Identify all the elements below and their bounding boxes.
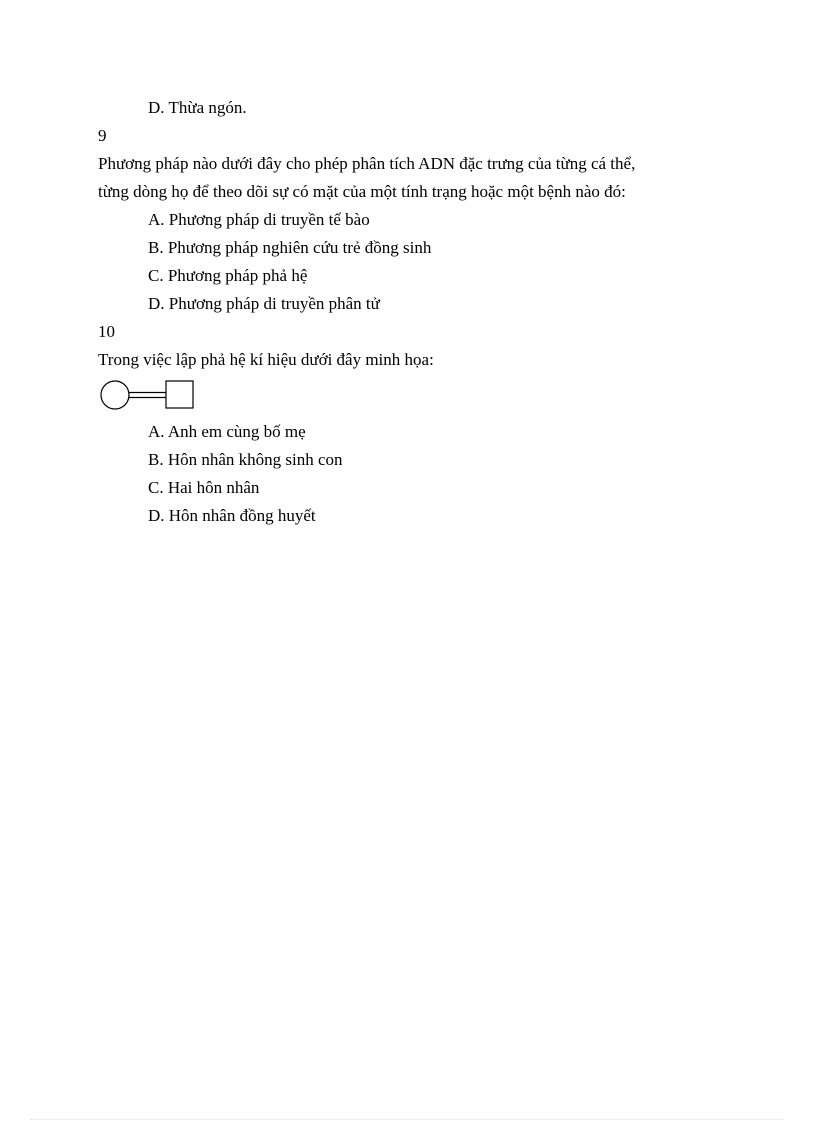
q9-option-b: B. Phương pháp nghiên cứu trẻ đồng sinh xyxy=(148,238,432,257)
page-bottom-divider xyxy=(30,1119,786,1120)
q10-option-d: D. Hôn nhân đồng huyết xyxy=(148,506,316,525)
q9-number: 9 xyxy=(98,126,107,145)
q9-stem-line2: từng dòng họ để theo dõi sự có mặt của một tính trạng hoặc một bệnh nào đó: xyxy=(98,182,626,201)
q10-option-b: B. Hôn nhân không sinh con xyxy=(148,450,343,469)
q10-option-a: A. Anh em cùng bố mẹ xyxy=(148,422,306,441)
q9-option-a: A. Phương pháp di truyền tế bào xyxy=(148,210,370,229)
q8-option-d: D. Thừa ngón. xyxy=(148,98,247,117)
pedigree-consanguineous-mating-icon xyxy=(99,379,197,416)
q9-option-c: C. Phương pháp phả hệ xyxy=(148,266,308,285)
q9-option-d: D. Phương pháp di truyền phân tử xyxy=(148,294,380,313)
q10-option-c: C. Hai hôn nhân xyxy=(148,478,260,497)
q10-number: 10 xyxy=(98,322,115,341)
q9-stem-line1: Phương pháp nào dưới đây cho phép phân tích ADN đặc trưng của từng cá thể, xyxy=(98,154,636,173)
q10-stem: Trong việc lập phả hệ kí hiệu dưới đây minh họa: xyxy=(98,350,434,369)
